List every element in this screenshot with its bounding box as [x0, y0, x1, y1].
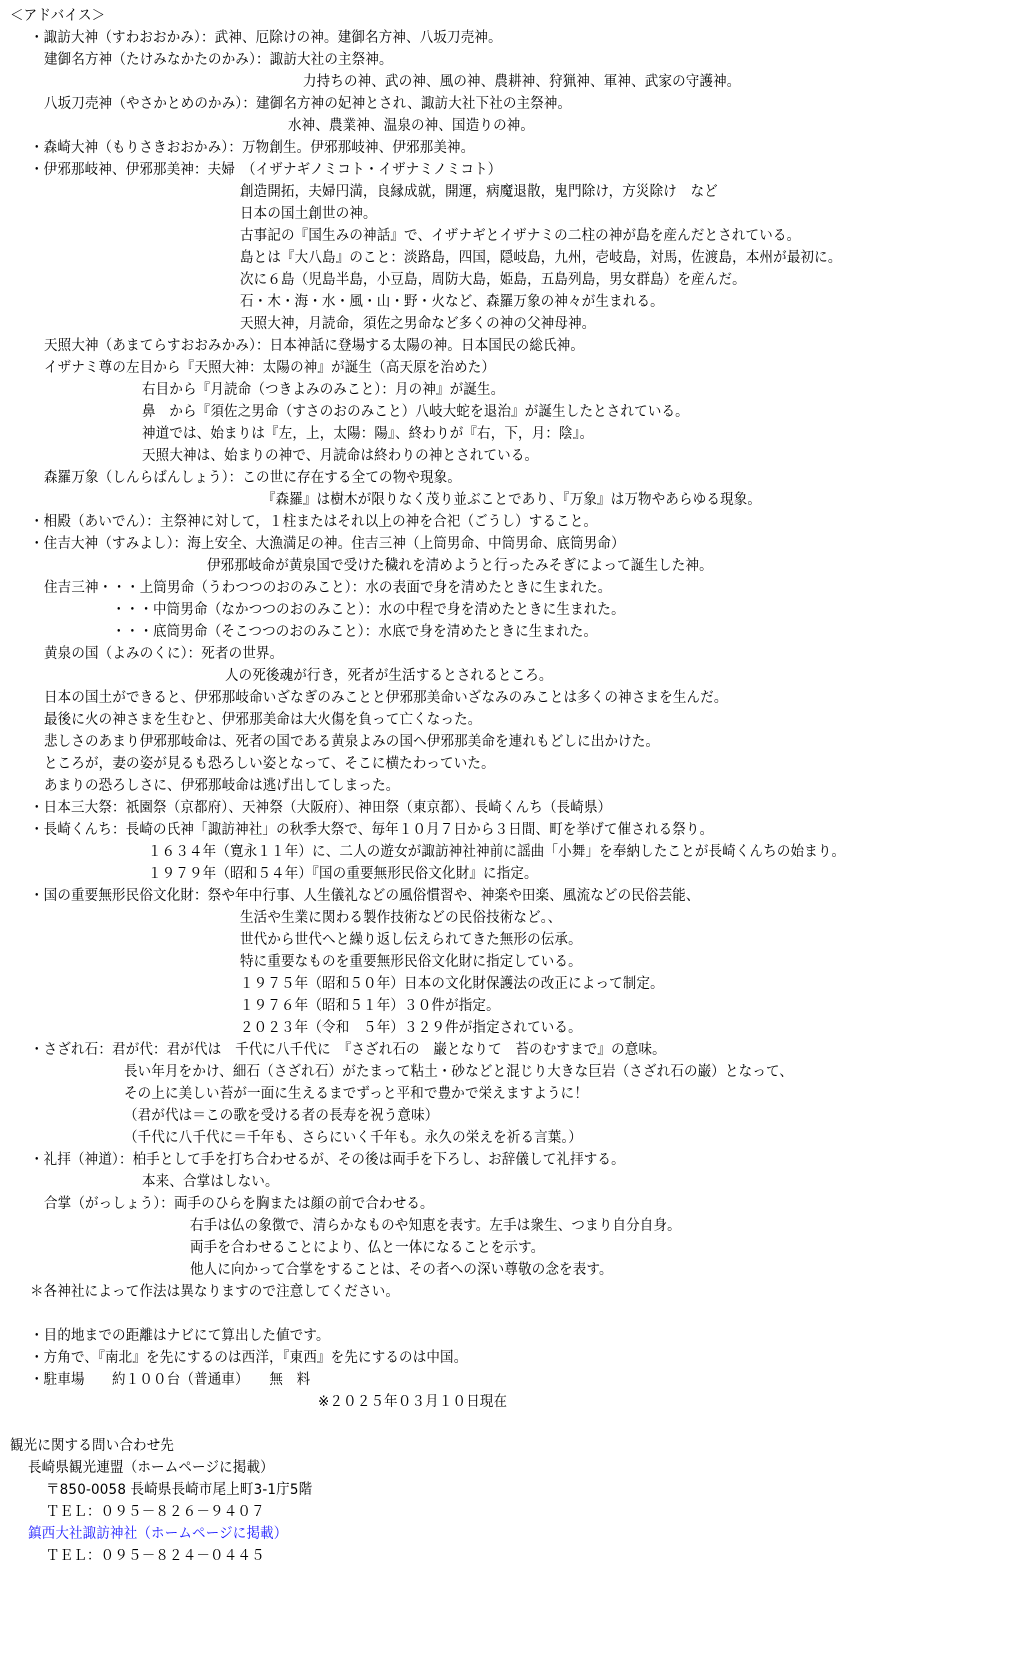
text-line: ・長崎くんち：長崎の氏神「諏訪神社」の秋季大祭で、毎年１０月７日から３日間、町を挙げて催される祭り。: [30, 822, 714, 838]
text-line: ・相殿（あいでん）：主祭神に対して，１柱またはそれ以上の神を合祀（ごうし）すること。: [30, 514, 598, 530]
text-line: １９７５年（昭和５０年）日本の文化財保護法の改正によって制定。: [240, 976, 664, 992]
contact-heading: 観光に関する問い合わせ先: [10, 1438, 175, 1454]
text-line: 天照大神は、始まりの神で、月読命は終わりの神とされている。: [142, 448, 539, 464]
text-line: 鼻 から『須佐之男命（すさのおのみこと）八岐大蛇を退治』が誕生したとされている。: [142, 404, 689, 420]
text-line: あまりの恐ろしさに、伊邪那岐命は逃げ出してしまった。: [44, 778, 400, 794]
text-line: ・伊邪那岐神、伊邪那美神：夫婦 （イザナギノミコト・イザナミノミコト）: [30, 162, 502, 178]
contact-org-name: 長崎県観光連盟（ホームページに掲載）: [28, 1460, 274, 1476]
text-line: ・住吉大神（すみよし）：海上安全、大漁満足の神。住吉三神（上筒男命、中筒男命、底筒男命）: [30, 536, 625, 552]
text-line: イザナミ尊の左目から『天照大神：太陽の神』が誕生（高天原を治めた）: [44, 360, 496, 376]
shrine-link[interactable]: 鎮西大社諏訪神社（ホームページに掲載）: [28, 1526, 288, 1542]
text-line: ２０２３年（令和 ５年）３２９件が指定されている。: [240, 1020, 582, 1036]
text-line: 八坂刀売神（やさかとめのかみ）：建御名方神の妃神とされ、諏訪大社下社の主祭神。: [44, 96, 572, 112]
text-line: 力持ちの神、武の神、風の神、農耕神、狩猟神、軍神、武家の守護神。: [303, 74, 741, 90]
text-line: ・日本三大祭：祇園祭（京都府）、天神祭（大阪府）、神田祭（東京都）、長崎くんち（長崎県）: [30, 800, 612, 816]
text-line: 天照大神（あまてらすおおみかみ）：日本神話に登場する太陽の神。日本国民の総氏神。: [44, 338, 585, 354]
text-line: ・方角で、『南北』を先にするのは西洋，『東西』を先にするのは中国。: [30, 1350, 468, 1366]
text-line: 長い年月をかけ、細石（さざれ石）がたまって粘土・砂などと混じり大きな巨岩（さざれ石の巌）となって、: [124, 1064, 794, 1080]
date-note: ※２０２５年０３月１０日現在: [318, 1394, 508, 1410]
text-line: 人の死後魂が行き，死者が生活するとされるところ。: [225, 668, 553, 684]
text-line: 森羅万象（しんらばんしょう）：この世に存在する全ての物や現象。: [44, 470, 462, 486]
contact-address: 〒850-0058 長崎県長崎市尾上町3-1庁5階: [46, 1482, 313, 1498]
text-line: １６３４年（寛永１１年）に、二人の遊女が諏訪神社神前に謡曲「小舞」を奉納したことが長崎くんちの始まり。: [148, 844, 846, 860]
text-line: （君が代は＝この歌を受ける者の長寿を祝う意味）: [124, 1108, 439, 1124]
text-line: その上に美しい苔が一面に生えるまでずっと平和で豊かで栄えますように！: [124, 1086, 589, 1102]
text-line: ・目的地までの距離はナビにて算出した値です。: [30, 1328, 330, 1344]
text-line: １９７６年（昭和５１年）３０件が指定。: [240, 998, 500, 1014]
text-line: ・礼拝（神道）：柏手として手を打ち合わせるが、その後は両手を下ろし、お辞儀して礼拝する。: [30, 1152, 625, 1168]
text-line: 島とは『大八島』のこと：淡路島，四国，隠岐島，九州，壱岐島，対馬，佐渡島，本州が最初に。: [240, 250, 842, 266]
text-line: ・諏訪大神（すわおおかみ）：武神、厄除けの神。建御名方神、八坂刀売神。: [30, 30, 502, 46]
text-line: ・・・中筒男命（なかつつのおのみこと）：水の中程で身を清めたときに生まれた。: [112, 602, 625, 618]
text-line: 両手を合わせることにより、仏と一体になることを示す。: [190, 1240, 545, 1256]
text-line: １９７９年（昭和５４年）『国の重要無形民俗文化財』に指定。: [148, 866, 538, 882]
text-line: 住吉三神・・・上筒男命（うわつつのおのみこと）：水の表面で身を清めたときに生まれた。: [44, 580, 612, 596]
text-line: 伊邪那岐命が黄泉国で受けた穢れを清めようと行ったみそぎによって誕生した神。: [207, 558, 713, 574]
text-line: ・森崎大神（もりさきおおかみ）：万物創生。伊邪那岐神、伊邪那美神。: [30, 140, 475, 156]
text-line: 悲しさのあまり伊邪那岐命は、死者の国である黄泉よみの国へ伊邪那美命を連れもどしに出かけた。: [44, 734, 660, 750]
text-line: 次に６島（児島半島，小豆島，周防大島，姫島，五島列島，男女群島）を産んだ。: [240, 272, 746, 288]
text-line: 古事記の『国生みの神話』で、イザナギとイザナミの二柱の神が島を産んだとされている。: [240, 228, 801, 244]
advice-heading: ＜アドバイス＞: [10, 8, 106, 24]
text-line: 生活や生業に関わる製作技術などの民俗技術など。、: [240, 910, 562, 926]
text-line: 黄泉の国（よみのくに）：死者の世界。: [44, 646, 284, 662]
text-line: 石・木・海・水・風・山・野・火など、森羅万象の神々が生まれる。: [240, 294, 664, 310]
shrine-tel: ＴＥＬ：０９５－８２４－０４４５: [46, 1548, 265, 1564]
text-line: 日本の国土ができると、伊邪那岐命いざなぎのみことと伊邪那美命いざなみのみことは多くの神さまを生んだ。: [44, 690, 728, 706]
text-line: 創造開拓，夫婦円満，良縁成就，開運，病魔退散，鬼門除け，方災除け など: [240, 184, 718, 200]
text-line: ・国の重要無形民俗文化財：祭や年中行事、人生儀礼などの風俗慣習や、神楽や田楽、風流などの民俗芸能、: [30, 888, 700, 904]
text-line: 神道では、始まりは『左，上，太陽：陽』、終わりが『右，下，月：陰』。: [142, 426, 594, 442]
text-line: 世代から世代へと繰り返し伝えられてきた無形の伝承。: [240, 932, 582, 948]
text-line: ・・・底筒男命（そこつつのおのみこと）：水底で身を清めたときに生まれた。: [112, 624, 598, 640]
text-line: 『森羅』は樹木が限りなく茂り並ぶことであり、『万象』は万物やあらゆる現象。: [262, 492, 762, 508]
text-line: 他人に向かって合掌をすることは、その者への深い尊敬の念を表す。: [190, 1262, 613, 1278]
text-line: 日本の国土創世の神。: [240, 206, 377, 222]
text-line: ＊各神社によって作法は異なりますので注意してください。: [30, 1284, 400, 1300]
text-line: 本来、合掌はしない。: [142, 1174, 279, 1190]
text-line: 最後に火の神さまを生むと、伊邪那美命は大火傷を負って亡くなった。: [44, 712, 482, 728]
text-line: ところが，妻の姿が見るも恐ろしい姿となって、そこに横たわっていた。: [44, 756, 495, 772]
text-line: 特に重要なものを重要無形民俗文化財に指定している。: [240, 954, 582, 970]
contact-tel: ＴＥＬ：０９５－８２６－９４０７: [46, 1504, 265, 1520]
text-line: 水神、農業神、温泉の神、国造りの神。: [288, 118, 535, 134]
text-line: 右手は仏の象徴で、清らかなものや知恵を表す。左手は衆生、つまり自分自身。: [190, 1218, 681, 1234]
text-line: （千代に八千代に＝千年も、さらにいく千年も。永久の栄えを祈る言葉。）: [124, 1130, 583, 1146]
text-line: 建御名方神（たけみなかたのかみ）：諏訪大社の主祭神。: [44, 52, 393, 68]
text-line: 天照大神，月読命，須佐之男命など多くの神の父神母神。: [240, 316, 596, 332]
text-line: ・駐車場 約１００台（普通車） 無 料: [30, 1372, 311, 1388]
text-line: 合掌（がっしょう）：両手のひらを胸または顔の前で合わせる。: [44, 1196, 434, 1212]
text-line: 右目から『月読命（つきよみのみこと）：月の神』が誕生。: [142, 382, 505, 398]
text-line: ・さざれ石：君が代：君が代は 千代に八千代に 『さざれ石の 巌となりて 苔のむすまで』の意味。: [30, 1042, 666, 1058]
